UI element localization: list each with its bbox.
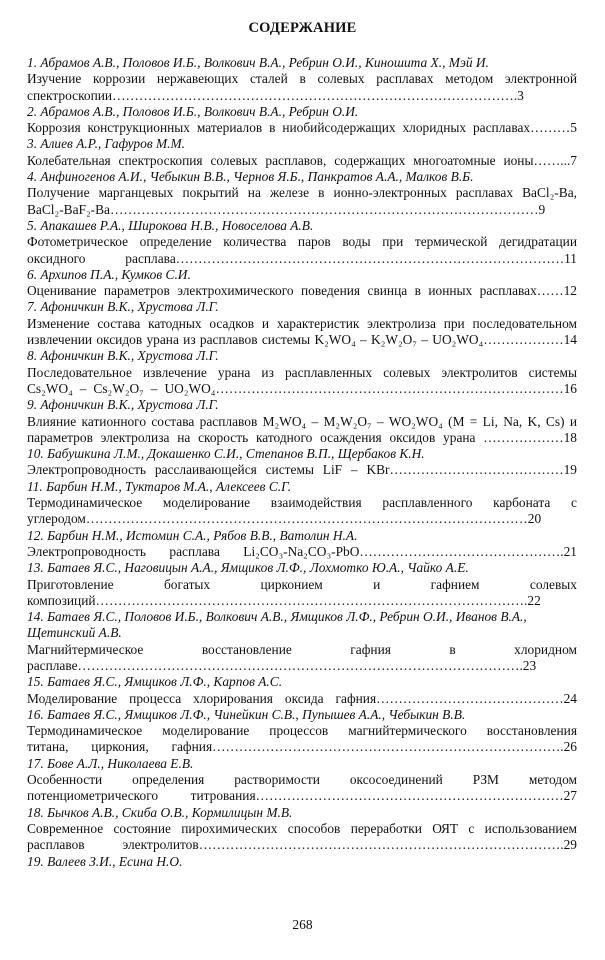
entry-title-line: Последовательное извлечение урана из расплавленных солевых электролитов системы [27, 364, 577, 380]
entry-authors: 17. Бове А.Л., Николаева Е.В. [27, 755, 194, 771]
contents-entry [27, 397, 577, 446]
entry-title-line: Влияние катионного состава расплавов M₂WO₄ – M₂W₂O₇ – WO₂WO₄ (M = Li, Na, K, Cs) и [27, 413, 577, 429]
contents-entry [27, 169, 577, 218]
entry-authors: 2. Абрамов А.В., Половов И.Б., Волкович В.А., Ребрин О.И. [27, 103, 359, 119]
contents-entry [27, 348, 577, 397]
entry-title-line: расплаве……………………………………………………………………………………….23 [27, 657, 537, 673]
contents-entry [27, 479, 577, 528]
entry-title-line: потенциометрического титрования……………………………………………………………27 [27, 788, 577, 804]
entry-title-line: Коррозия конструкционных материалов в ниобийсодержащих хлоридных расплавах………5 [27, 120, 577, 136]
entry-title-line: Получение марганцевых покрытий на железе в ионно-электронных расплавах BaCl₂-Ba, [27, 185, 577, 201]
entry-authors: 7. Афоничкин В.К., Хрустова Л.Г. [27, 299, 219, 315]
contents-entry [27, 299, 577, 348]
entry-authors: 11. Барбин Н.М., Туктаров М.А., Алексеев С.Г. [27, 478, 292, 494]
entry-title-line: Электропроводность расплава Li₂CO₃-Na₂CO₃-PbO……………………………………….21 [27, 543, 577, 559]
entry-authors: 18. Бычков А.В., Скиба О.В., Кормилицын М.В. [27, 804, 293, 820]
page-number: 268 [292, 917, 313, 932]
contents-entry [27, 805, 577, 854]
entry-title-line: расплавов электролитов……………………………………………………………………….29 [27, 837, 577, 853]
entry-authors: 13. Батаев Я.С., Наговицын А.А., Ямщиков Л.Ф., Лохмотко Ю.А., Чайко А.Е. [27, 560, 469, 576]
contents-entry [27, 674, 577, 707]
entry-title-line: Особенности определения растворимости оксосоединений РЗМ методом [27, 772, 577, 788]
contents-entry [27, 560, 577, 609]
entry-authors-continued: Щетинский А.В. [27, 625, 122, 641]
entry-title-line: Колебательная спектроскопия солевых расплавов, содержащих многоатомные ионы……...7 [27, 152, 577, 168]
entry-authors: 4. Анфиногенов А.И., Чебыкин В.В., Чернов Я.Б., Панкратов А.А., Малков В.Б. [27, 169, 474, 185]
entry-authors: 15. Батаев Я.С., Ямщиков Л.Ф., Карпов А.С. [27, 674, 283, 690]
entry-title-line: параметров электролиза на скорость катодного осаждения оксидов урана ………………18 [27, 429, 577, 445]
entry-authors: 5. Апакашев Р.А., Широкова Н.В., Новоселова А.В. [27, 217, 314, 233]
contents-entry [27, 104, 577, 137]
contents-entry [27, 707, 577, 756]
contents-list [27, 55, 577, 870]
entry-title-line: спектроскопии……………………………………………………………………………….3 [27, 87, 524, 103]
entry-title-line: Cs₂WO₄ – Cs₂W₂O₇ – UO₂WO₄……………………………………………………………………16 [27, 380, 577, 396]
contents-entry [27, 528, 577, 561]
entry-title-line: углеродом………………………………………………………………………………………20 [27, 511, 542, 527]
entry-title-line: Изменение состава катодных осадков и характеристик электролиза при последовательном [27, 315, 577, 331]
entry-title-line: Термодинамическое моделирование процессов магнийтермического восстановления [27, 723, 577, 739]
entry-title-line: извлечении оксидов урана из расплавов системы K₂WO₄ – K₂W₂O₇ – UO₂WO₄………………14 [27, 332, 577, 348]
entry-title-line: Современное состояние пирохимических способов переработки ОЯТ с использованием [27, 820, 577, 836]
entry-title-line: оксидного расплава……………………………………………………………………………11 [27, 250, 577, 266]
entry-authors: 10. Бабушкина Л.М., Докашенко С.И., Степанов В.П., Щербаков К.Н. [27, 446, 425, 462]
entry-title-line: Фотометрическое определение количества паров воды при термической дегидратации [27, 234, 577, 250]
entry-authors: 6. Архипов П.А., Кумков С.И. [27, 266, 191, 282]
contents-entry [27, 218, 577, 267]
entry-title-line: композиций…………………………………………………………………………………….22 [27, 592, 541, 608]
entry-title-line: Электропроводность расслаивающейся системы LiF – KBr…………………………………19 [27, 462, 577, 478]
entry-title-line: титана, циркония, гафния…………………………………………………………………….26 [27, 739, 577, 755]
contents-entry [27, 55, 577, 104]
entry-authors: 1. Абрамов А.В., Половов И.Б., Волкович В.А., Ребрин О.И., Киношита Х., Мэй И. [27, 55, 489, 70]
entry-authors: 19. Валеев З.И., Есина Н.О. [27, 853, 183, 869]
contents-entry [27, 854, 577, 870]
contents-entry [27, 136, 577, 169]
entry-authors: 12. Барбин Н.М., Истомин С.А., Рябов В.В., Ватолин Н.А. [27, 527, 358, 543]
entry-authors: 3. Алиев А.Р., Гафуров М.М. [27, 136, 185, 152]
entry-title-line: Изучение коррозии нержавеющих сталей в солевых расплавах методом электронной [27, 71, 577, 87]
contents-entry [27, 446, 577, 479]
contents-entry [27, 609, 577, 674]
page-heading: СОДЕРЖАНИЕ [248, 20, 357, 36]
entry-title-line: Оценивание параметров электрохимического поведения свинца в ионных расплавах……12 [27, 283, 577, 299]
entry-authors: 9. Афоничкин В.К., Хрустова Л.Г. [27, 397, 219, 413]
entry-authors: 14. Батаев Я.С., Половов И.Б., Волкович А.В., Ямщиков Л.Ф., Ребрин О.И., Иванов В.А., [27, 609, 527, 625]
entry-authors: 16. Батаев Я.С., Ямщиков Л.Ф., Чинейкин С.В., Пупышев А.А., Чебыкин В.В. [27, 706, 466, 722]
contents-entry [27, 267, 577, 300]
entry-title-line: Приготовление богатых цирконием и гафнием солевых [27, 576, 577, 592]
entry-authors: 8. Афоничкин В.К., Хрустова Л.Г. [27, 348, 219, 364]
contents-entry [27, 756, 577, 805]
entry-title-line: Моделирование процесса хлорирования оксида гафния……………………………………24 [27, 690, 577, 706]
entry-title-line: Термодинамическое моделирование взаимодействия расплавленного карбоната с [27, 495, 577, 511]
entry-title-line: BaCl₂-BaF₂-Ba……………………………………………………………………………………9 [27, 201, 546, 217]
entry-title-line: Магнийтермическое восстановление гафния в хлоридном [27, 641, 577, 657]
